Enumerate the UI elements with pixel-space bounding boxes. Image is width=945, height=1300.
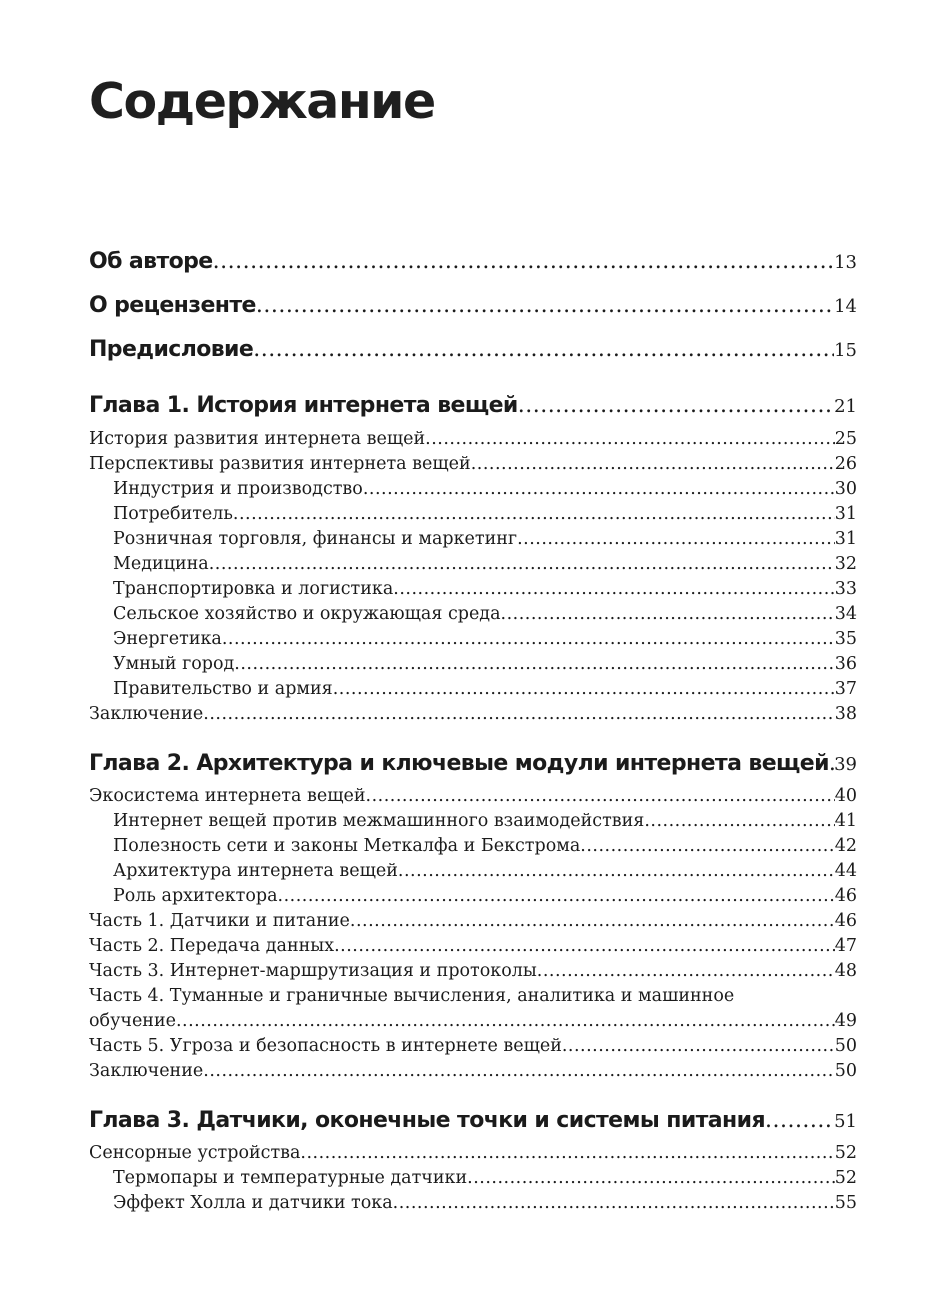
entry-title: Энергетика	[113, 629, 222, 649]
page-number: 42	[834, 836, 857, 856]
toc-entry[interactable]	[89, 934, 857, 958]
dot-leader	[580, 834, 834, 858]
dot-leader	[222, 627, 835, 651]
toc-entry-line-2[interactable]	[89, 1009, 857, 1033]
toc-subentry[interactable]	[113, 577, 857, 601]
page-number: 52	[834, 1143, 857, 1163]
toc-entry[interactable]	[89, 784, 857, 808]
page-number: 33	[834, 579, 857, 599]
toc-entry-preface[interactable]	[89, 335, 857, 366]
entry-title: Экосистема интернета вещей	[89, 786, 366, 806]
page-number: 13	[834, 252, 857, 273]
toc-subentry[interactable]	[113, 834, 857, 858]
page-number: 39	[834, 754, 857, 775]
entry-title: Термопары и температурные датчики	[113, 1168, 468, 1188]
toc-entry-chapter-1[interactable]	[89, 391, 857, 422]
dot-leader	[203, 702, 834, 726]
entry-title: Индустрия и производство	[113, 479, 363, 499]
page-number: 35	[834, 629, 857, 649]
entry-title: Роль архитектора	[113, 886, 278, 906]
dot-leader	[234, 652, 834, 676]
page-number: 36	[834, 654, 857, 674]
toc-entry[interactable]	[89, 452, 857, 476]
dot-leader	[517, 527, 835, 551]
toc-entry[interactable]	[89, 1141, 857, 1165]
page-number: 49	[834, 1011, 857, 1031]
toc-entry-about-author[interactable]	[89, 247, 857, 278]
page-number: 30	[834, 479, 857, 499]
toc-entry-line-1[interactable]	[89, 984, 857, 1008]
toc-subentry[interactable]	[113, 527, 857, 551]
page-number: 50	[834, 1036, 857, 1056]
page-number: 50	[834, 1061, 857, 1081]
entry-title: Потребитель	[113, 504, 233, 524]
dot-leader	[562, 1034, 835, 1058]
toc-entry[interactable]	[89, 1059, 857, 1083]
entry-title: Часть 4. Туманные и граничные вычисления, аналитика и машинное	[89, 986, 735, 1006]
entry-title: Медицина	[113, 554, 209, 574]
dot-leader	[334, 934, 835, 958]
entry-title: Глава 3. Датчики, оконечные точки и системы питания	[89, 1108, 765, 1133]
dot-leader	[518, 391, 834, 421]
toc-subentry[interactable]	[113, 602, 857, 626]
toc-subentry[interactable]	[113, 1166, 857, 1190]
toc-entry-reviewer[interactable]	[89, 291, 857, 322]
entry-title: Предисловие	[89, 337, 254, 362]
entry-title: Эффект Холла и датчики тока	[113, 1193, 393, 1213]
dot-leader	[425, 427, 835, 451]
page-number: 52	[834, 1168, 857, 1188]
entry-title: Правительство и армия	[113, 679, 333, 699]
page-number: 32	[834, 554, 857, 574]
toc-subentry[interactable]	[113, 652, 857, 676]
dot-leader	[393, 1191, 835, 1215]
entry-title: Сенсорные устройства	[89, 1143, 301, 1163]
page-number: 14	[834, 296, 857, 317]
dot-leader	[253, 335, 834, 365]
page-number: 55	[834, 1193, 857, 1213]
dot-leader	[213, 247, 834, 277]
entry-title: Часть 2. Передача данных	[89, 936, 335, 956]
entry-title: Часть 1. Датчики и питание	[89, 911, 350, 931]
dot-leader	[393, 577, 834, 601]
page-number: 40	[834, 786, 857, 806]
page-number: 31	[834, 504, 857, 524]
toc-entry-chapter-2[interactable]	[89, 749, 857, 780]
entry-title: Сельское хозяйство и окружающая среда	[113, 604, 501, 624]
toc-subentry[interactable]	[113, 552, 857, 576]
dot-leader	[333, 677, 835, 701]
page-number: 26	[834, 454, 857, 474]
dot-leader	[537, 959, 835, 983]
toc-subentry[interactable]	[113, 477, 857, 501]
dot-leader	[176, 1009, 835, 1033]
toc-subentry[interactable]	[113, 627, 857, 651]
entry-title: Об авторе	[89, 249, 213, 274]
dot-leader	[233, 502, 835, 526]
dot-leader	[501, 602, 835, 626]
dot-leader	[278, 884, 835, 908]
entry-title: Умный город	[113, 654, 235, 674]
dot-leader	[209, 552, 835, 576]
page-number: 41	[834, 811, 857, 831]
entry-title: Глава 1. История интернета вещей	[89, 393, 518, 418]
toc-subentry[interactable]	[113, 1191, 857, 1215]
entry-title: Розничная торговля, финансы и маркетинг	[113, 529, 518, 549]
entry-title: обучение	[89, 1011, 176, 1031]
toc-subentry[interactable]	[113, 859, 857, 883]
toc-entry-chapter-3[interactable]	[89, 1106, 857, 1137]
entry-title: Транспортировка и логистика	[113, 579, 394, 599]
page-title: Содержание	[89, 73, 435, 130]
toc-subentry[interactable]	[113, 884, 857, 908]
entry-title: Часть 3. Интернет-маршрутизация и протоколы	[89, 961, 537, 981]
dot-leader	[644, 809, 834, 833]
toc-subentry[interactable]	[113, 809, 857, 833]
dot-leader	[471, 452, 835, 476]
page-number: 25	[834, 429, 857, 449]
toc-subentry[interactable]	[113, 502, 857, 526]
dot-leader	[300, 1141, 834, 1165]
dot-leader	[765, 1106, 834, 1136]
page-number: 46	[834, 886, 857, 906]
dot-leader	[467, 1166, 835, 1190]
page-number: 46	[834, 911, 857, 931]
entry-title: Часть 5. Угроза и безопасность в интернете вещей	[89, 1036, 562, 1056]
page-number: 37	[834, 679, 857, 699]
dot-leader	[350, 909, 835, 933]
page-number: 44	[834, 861, 857, 881]
toc-entry[interactable]	[89, 1034, 857, 1058]
dot-leader	[203, 1059, 834, 1083]
entry-title: Заключение	[89, 1061, 204, 1081]
dot-leader	[366, 784, 835, 808]
page-number: 15	[834, 340, 857, 361]
page-number: 21	[834, 396, 857, 417]
dot-leader	[256, 291, 834, 321]
entry-title: О рецензенте	[89, 293, 256, 318]
entry-title: Перспективы развития интернета вещей	[89, 454, 471, 474]
entry-title: Полезность сети и законы Меткалфа и Бекстрома	[113, 836, 581, 856]
page-number: 48	[834, 961, 857, 981]
entry-title: История развития интернета вещей	[89, 429, 426, 449]
page-number: 51	[834, 1111, 857, 1132]
entry-title: Заключение	[89, 704, 204, 724]
dot-leader	[398, 859, 835, 883]
toc-entry[interactable]	[89, 427, 857, 451]
toc-entry[interactable]	[89, 702, 857, 726]
page-number: 31	[834, 529, 857, 549]
toc-entry[interactable]	[89, 909, 857, 933]
toc-subentry[interactable]	[113, 677, 857, 701]
entry-title: Архитектура интернета вещей	[113, 861, 398, 881]
entry-title: Глава 2. Архитектура и ключевые модули интернета вещей	[89, 751, 829, 776]
dot-leader	[363, 477, 835, 501]
page-number: 34	[834, 604, 857, 624]
toc-entry[interactable]	[89, 959, 857, 983]
page-number: 38	[834, 704, 857, 724]
entry-title: Интернет вещей против межмашинного взаимодействия	[113, 811, 645, 831]
page-number: 47	[834, 936, 857, 956]
